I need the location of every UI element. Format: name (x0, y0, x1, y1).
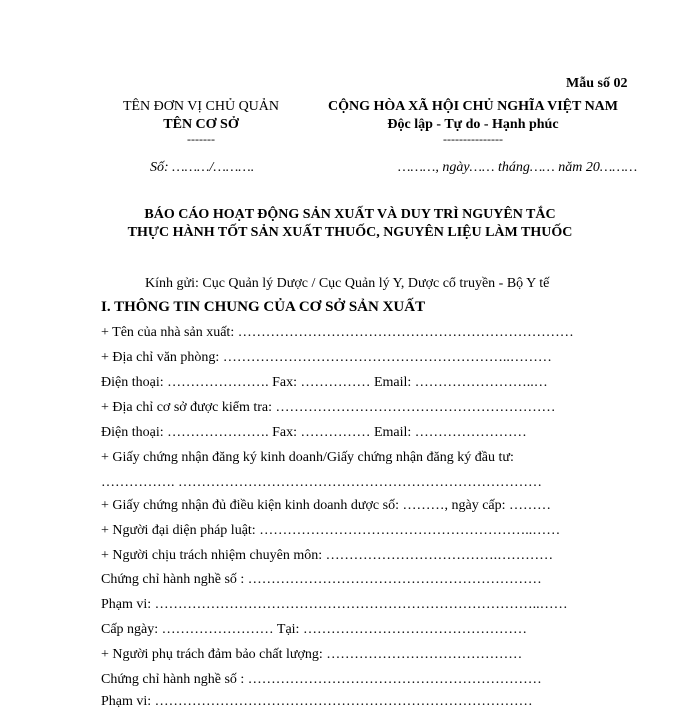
form-line: + Địa chỉ cơ sở được kiểm tra: …………………………………………………… (101, 400, 556, 415)
form-line: Điện thoại: …………………. Fax: …………… Email: …………………… (101, 425, 527, 440)
title-line-2: THỰC HÀNH TỐT SẢN XUẤT THUỐC, NGUYÊN LIỆU LÀM THUỐC (127, 225, 573, 240)
section-1-heading: I. THÔNG TIN CHUNG CỦA CƠ SỞ SẢN XUẤT (101, 299, 426, 315)
governing-unit-name: TÊN ĐƠN VỊ CHỦ QUẢN (122, 99, 280, 114)
title-line-1: BÁO CÁO HOẠT ĐỘNG SẢN XUẤT VÀ DUY TRÌ NGUYÊN TẮC (144, 207, 556, 222)
form-line: + Người đại diện pháp luật: …………………………………………………..…… (101, 523, 561, 538)
form-line: + Tên của nhà sản xuất: ……………………………………………………………… (101, 325, 574, 340)
form-line: + Giấy chứng nhận đăng ký kinh doanh/Giấy chứng nhận đăng ký đầu tư: (101, 450, 514, 465)
form-line: Phạm vi: ………………………………………………………………………..…… (101, 597, 568, 612)
form-line: + Người phụ trách đảm bảo chất lượng: …………………………………… (101, 647, 523, 662)
document-date: ………, ngày…… tháng…… năm 20……… (398, 160, 638, 175)
form-line: + Giấy chứng nhận đủ điều kiện kinh doanh dược số: ………, ngày cấp: ……… (101, 498, 552, 513)
form-line: Cấp ngày: …………………… Tại: ………………………………………… (101, 622, 527, 637)
left-separator: ------- (187, 132, 215, 146)
form-line: + Người chịu trách nhiệm chuyên môn: ……………………………….………… (101, 548, 554, 563)
form-number: Mẫu số 02 (566, 76, 628, 91)
right-separator: --------------- (443, 132, 503, 146)
facility-name: TÊN CƠ SỞ (163, 117, 239, 132)
form-line: Phạm vi: ……………………………………………………………………… (101, 694, 533, 709)
form-line: ……………. …………………………………………………………………… (101, 475, 542, 490)
form-line: Điện thoại: …………………. Fax: …………… Email: ……………………..… (101, 375, 548, 390)
form-line: Chứng chỉ hành nghề số : ……………………………………………………… (101, 672, 542, 687)
form-line: Chứng chỉ hành nghề số : ……………………………………………………… (101, 572, 542, 587)
form-line: + Địa chỉ văn phòng: ……………………………………………………..……… (101, 350, 552, 365)
national-title: CỘNG HÒA XÃ HỘI CHỦ NGHĨA VIỆT NAM (327, 99, 618, 114)
national-motto: Độc lập - Tự do - Hạnh phúc (387, 117, 559, 132)
document-number: Số: ………/………. (150, 160, 255, 175)
recipient: Kính gửi: Cục Quản lý Dược / Cục Quản lý Y, Dược cổ truyền - Bộ Y tế (145, 276, 550, 291)
